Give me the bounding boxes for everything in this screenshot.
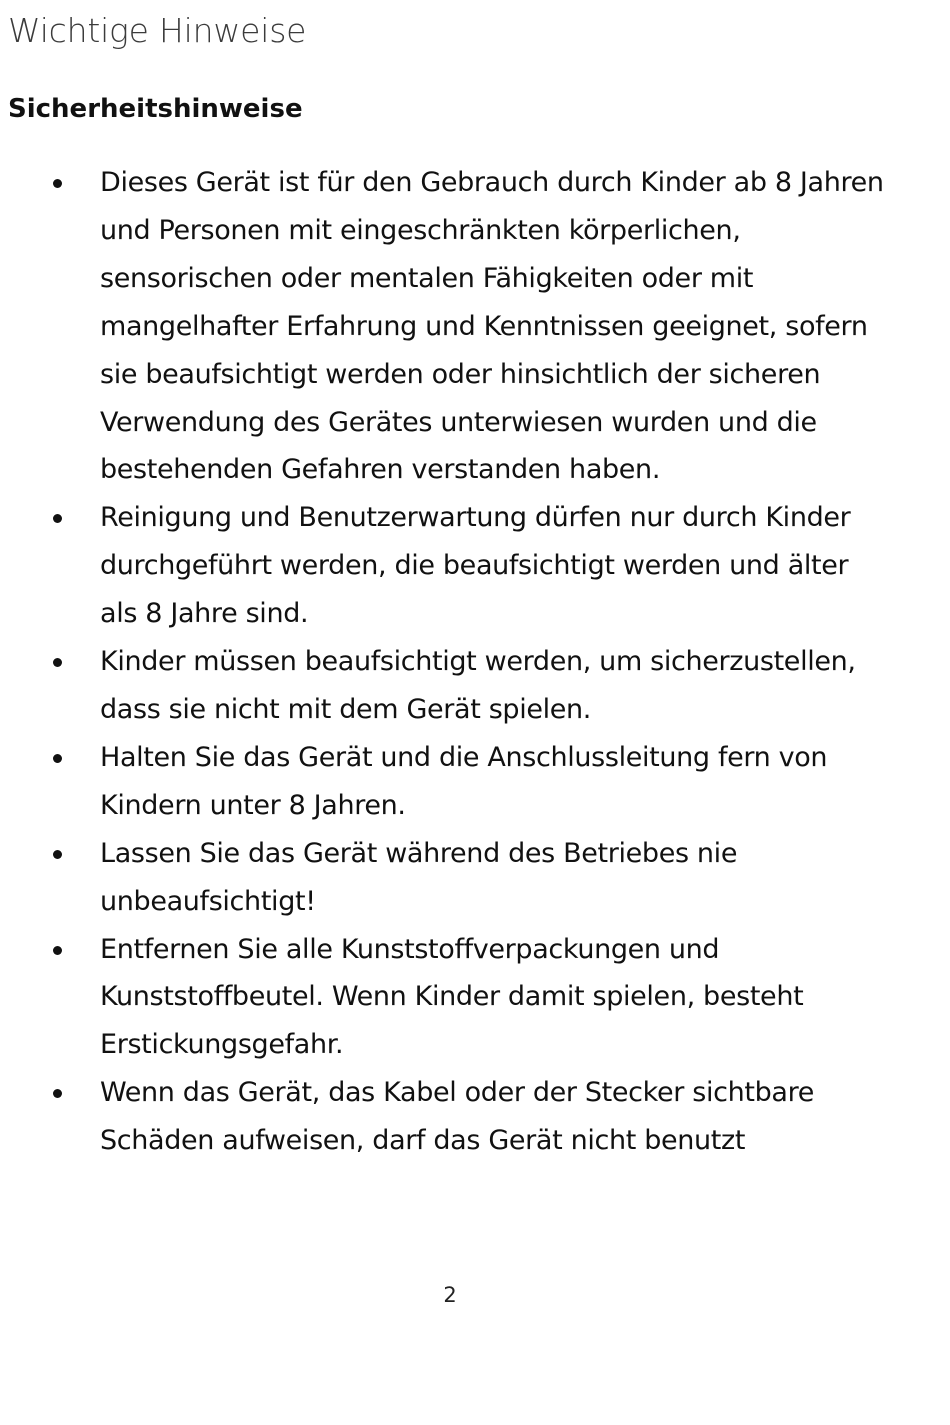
bullet-icon: [53, 1089, 62, 1098]
safety-list: [0, 159, 950, 1165]
bullet-icon: [53, 946, 62, 955]
list-item: [0, 159, 950, 494]
list-item-text: Reinigung und Benutzerwartung dürfen nur durch Kinder durchgeführt werden, die beaufsichtigt werden und älter als 8 Jahre sind.: [100, 502, 851, 630]
list-item: [0, 494, 950, 638]
list-item-text: Kinder müssen beaufsichtigt werden, um sicherzustellen, dass sie nicht mit dem Gerät spielen.: [100, 646, 856, 725]
page-number: 2: [443, 1283, 457, 1307]
bullet-icon: [53, 658, 62, 667]
list-item-text: Wenn das Gerät, das Kabel oder der Stecker sichtbare Schäden aufweisen, darf das Gerät nicht benutzt: [100, 1077, 814, 1157]
list-item: [0, 638, 950, 734]
section-title: Sicherheitshinweise: [8, 94, 303, 124]
bullet-icon: [53, 754, 62, 763]
list-item: [0, 926, 950, 1070]
list-item-text: Halten Sie das Gerät und die Anschlussleitung fern von Kindern unter 8 Jahren.: [100, 741, 828, 821]
list-item-text: Entfernen Sie alle Kunststoffverpackungen und Kunststoffbeutel. Wenn Kinder damit spielen, besteht Erstickungsgefahr.: [100, 933, 804, 1061]
list-item: [0, 734, 950, 830]
list-item-text: Lassen Sie das Gerät während des Betriebes nie unbeaufsichtigt!: [100, 837, 738, 917]
bullet-icon: [53, 514, 62, 523]
bullet-icon: [53, 850, 62, 859]
list-item: [0, 1069, 950, 1165]
bullet-icon: [53, 179, 62, 188]
page-title: Wichtige Hinweise: [8, 11, 307, 50]
list-item-text: Dieses Gerät ist für den Gebrauch durch Kinder ab 8 Jahren und Personen mit eingeschränkten körperlichen, sensorischen oder mentalen Fähigkeiten oder mit mangelhafter Erfahrung und Kenntnissen geeignet, sofern sie beaufsichtigt werden oder hinsichtlich der sicheren Verwendung des Gerätes unterwiesen wurden und die bestehenden Gefahren verstanden haben.: [100, 167, 884, 486]
list-item: [0, 830, 950, 926]
